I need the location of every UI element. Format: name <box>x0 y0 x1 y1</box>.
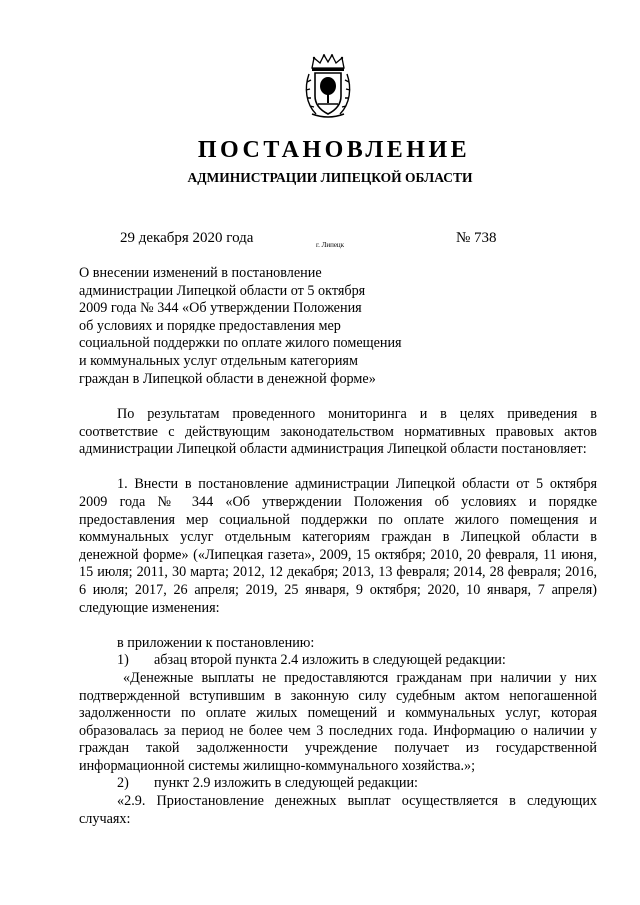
point-1-paragraph: 1. Внести в постановление администрации Липецкой области от 5 октября 2009 года № 344 «Об утверждении Положения об условиях и порядке предоставления мер социальной поддержки по оплате жилого помещения и коммунальных услуг отдельным категориям граждан в Липецкой области в денежной форме» («Липецкая газета», 2009, 15 октября; 2010, 20 февраля, 11 июня, 15 июля; 2011, 30 марта; 2012, 12 декабря; 2013, 13 февраля; 2014, 28 февраля; 2016, 6 июля; 2017, 26 апреля; 2019, 25 января, 9 октября; 2020, 10 января, 7 апреля) следующие изменения: <box>79 476 597 616</box>
quoted-amendment-1: «Денежные выплаты не предоставляются гражданам при наличии у них подтвержденной вступившим в законную силу судебным актом непогашенной задолженности по оплате жилых помещений и коммунальных услуг, которая образовалась за период не более чем 3 последних года. Информацию о наличии у граждан такой задолженности учреждение получает из государственной информационной системы жилищно-коммунального хозяйства.»; <box>79 669 597 774</box>
document-title: ПОСТАНОВЛЕНИЕ <box>197 137 471 163</box>
preamble-paragraph: По результатам проведенного мониторинга и в целях приведения в соответствие с действующим законодательством нормативных правовых актов администрации Липецкой области администрация Липецкой области постановляет: <box>79 406 597 458</box>
list-item-2 <box>79 775 597 793</box>
heading-line: социальной поддержки по оплате жилого помещения <box>79 335 402 352</box>
list-item-1 <box>79 652 597 670</box>
lipetsk-coat-of-arms-icon <box>304 54 352 120</box>
list-item-number: 1) <box>117 652 129 669</box>
document-date: 29 декабря 2020 года <box>120 230 254 246</box>
list-item-text: пункт 2.9 изложить в следующей редакции: <box>154 775 418 792</box>
appendix-intro: в приложении к постановлению: <box>117 634 315 651</box>
heading-line: 2009 года № 344 «Об утверждении Положения <box>79 300 362 317</box>
heading-line: О внесении изменений в постановление <box>79 265 322 281</box>
heading-line: и коммунальных услуг отдельным категориям <box>79 352 358 369</box>
document-issuer: АДМИНИСТРАЦИИ ЛИПЕЦКОЙ ОБЛАСТИ <box>187 170 473 185</box>
heading-line: об условиях и порядке предоставления мер <box>79 317 341 334</box>
document-body <box>79 406 597 828</box>
list-item-number: 2) <box>117 775 129 792</box>
list-item-text: абзац второй пункта 2.4 изложить в следующей редакции: <box>154 652 506 669</box>
heading-line: граждан в Липецкой области в денежной форме» <box>79 370 376 387</box>
document-number: № 738 <box>456 230 497 246</box>
document-place: г. Липецк <box>316 241 345 249</box>
document-heading <box>79 265 439 388</box>
quoted-amendment-2: «2.9. Приостановление денежных выплат осуществляется в следующих случаях: <box>79 793 597 827</box>
heading-line: администрации Липецкой области от 5 октября <box>79 282 366 299</box>
